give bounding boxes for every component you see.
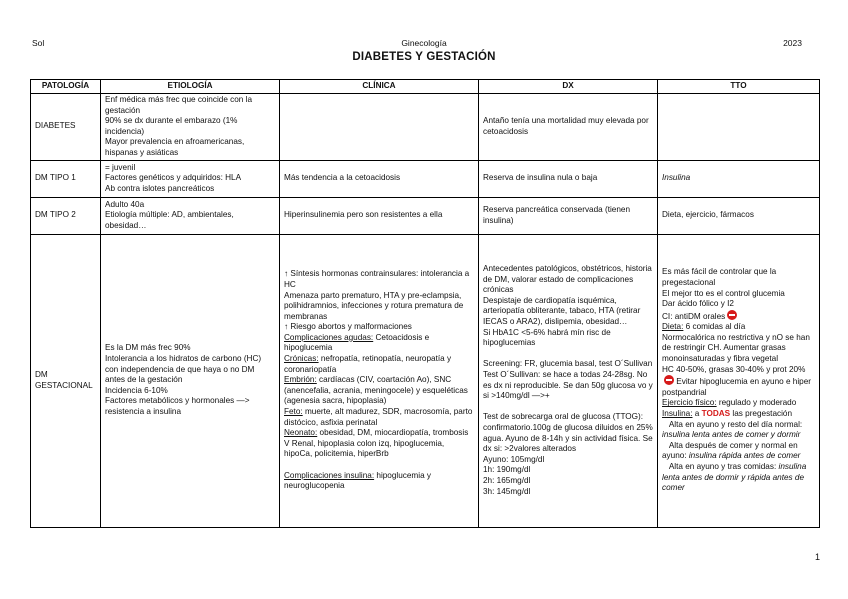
cell-pat: DIABETES xyxy=(31,94,101,161)
etio-line: Mayor prevalencia en afroamericanas, hispanas y asiáticas xyxy=(105,137,245,157)
cell-clinica xyxy=(280,94,479,161)
header-author: Sol xyxy=(32,38,45,48)
header-year: 2023 xyxy=(783,38,802,48)
clinica-line xyxy=(284,354,474,375)
tto-line xyxy=(662,462,815,494)
clinica-line xyxy=(284,375,474,407)
cell-dx xyxy=(479,234,658,527)
clinica-line xyxy=(284,407,474,428)
table-row-dm2 xyxy=(31,197,820,234)
dx-line: Test de sobrecarga oral de glucosa (TTOG): confirmatorio.100g de glucosa diluidos en 25% agua. Ayuno de 8-14h y sin actividad física. Se dx si: >2valores alterados xyxy=(483,412,653,454)
clinica-line xyxy=(284,333,474,354)
clinica-text: nefropatía, retinopatía, neuropatía y coronariopatía xyxy=(284,354,452,374)
tto-text: a xyxy=(692,409,702,419)
cell-pat: DM TIPO 1 xyxy=(31,160,101,197)
clinica-line: ↑ Riesgo abortos y malformaciones xyxy=(284,322,412,332)
cell-tto xyxy=(658,94,820,161)
clinica-label: Neonato: xyxy=(284,428,318,438)
col-header-dx: DX xyxy=(479,80,658,94)
col-header-etiologia: ETIOLOGÍA xyxy=(101,80,280,94)
tto-line: Normocalórica no restrictiva y nO se han de restringir CH. Aumentar grasas monoinsaturadas y fibra vegetal xyxy=(662,332,810,364)
tto-line xyxy=(662,375,815,398)
cell-pat: DM TIPO 2 xyxy=(31,197,101,234)
cell-etio xyxy=(101,160,280,197)
col-header-tto: TTO xyxy=(658,80,820,94)
etio-line: Etiología múltiple: AD, ambientales, obesidad… xyxy=(105,210,234,230)
etio-line: = juvenil xyxy=(105,162,136,172)
etio-line: Incidencia 6-10% xyxy=(105,385,168,395)
page-title: DIABETES Y GESTACIÓN xyxy=(352,51,496,63)
dx-line: Despistaje de cardiopatía isquémica, arteriopatía obliterante, tabaco, HTA (retirar IECAS o ARA2), dislipemia, obesidad… xyxy=(483,295,641,326)
tto-label: Insulina: xyxy=(662,409,693,419)
tto-line xyxy=(662,409,815,420)
clinica-label: Embrión: xyxy=(284,375,317,385)
cell-dx: Reserva pancreática conservada (tienen insulina) xyxy=(479,197,658,234)
tto-line xyxy=(662,310,815,323)
cell-clinica xyxy=(280,234,479,527)
tto-text: regulado y moderado xyxy=(716,398,797,408)
no-entry-icon xyxy=(664,375,674,385)
cell-tto xyxy=(658,234,820,527)
clinica-text: hipoglucemia y neuroglucopenia xyxy=(284,470,431,491)
clinica-text: obesidad, DM, miocardiopatía, trombosis V Renal, hipoplasia colon izq, hipoglucemia, hipoCa, policitemia, hiperBrb xyxy=(284,428,469,459)
no-entry-icon xyxy=(727,310,737,320)
tto-italic: insulina lenta antes de dormir y rápida antes de comer xyxy=(662,462,809,493)
cell-pat: DM GESTACIONAL xyxy=(31,234,101,527)
etio-line: 90% se dx durante el embarazo (1% incidencia) xyxy=(105,116,238,136)
tto-line: Dar ácido fólico y I2 xyxy=(662,299,734,309)
diabetes-table xyxy=(30,79,820,528)
cell-etio xyxy=(101,234,280,527)
clinica-label: Complicaciones insulina: xyxy=(284,470,375,480)
cell-dx: Reserva de insulina nula o baja xyxy=(479,160,658,197)
dx-value: 3h: 145mg/dl xyxy=(483,486,531,496)
tto-italic: insulina lenta antes de comer y dormir xyxy=(662,430,801,440)
etio-line: Es la DM más frec 90% xyxy=(105,343,191,353)
clinica-text: muerte, alt madurez, SDR, macrosomía, parto distócico, asfixia perinatal xyxy=(284,407,473,427)
etio-line: Ab contra islotes pancreáticos xyxy=(105,183,215,193)
header-subject: Ginecología xyxy=(401,38,447,48)
page-number: 1 xyxy=(814,552,820,562)
tto-line: HC 40-50%, grasas 30-40% y prot 20% xyxy=(662,364,806,374)
col-header-patologia: PATOLOGÍA xyxy=(31,80,101,94)
cell-etio xyxy=(101,197,280,234)
cell-clinica: Más tendencia a la cetoacidosis xyxy=(280,160,479,197)
table-row-diabetes xyxy=(31,94,820,161)
table-row-dm-gestacional xyxy=(31,234,820,527)
col-header-clinica: CLÍNICA xyxy=(280,80,479,94)
tto-text: CI: antiDM orales xyxy=(662,311,726,321)
dx-value: 2h: 165mg/dl xyxy=(483,475,531,485)
table-row-dm1 xyxy=(31,160,820,197)
clinica-text: Cetoacidosis e hipoglucemia xyxy=(284,332,430,353)
cell-clinica: Hiperinsulinemia pero son resistentes a ella xyxy=(280,197,479,234)
tto-text: Evitar hipoglucemia en ayuno e hiper postpandrial xyxy=(662,377,811,397)
etio-line: Intolerancia a los hidratos de carbono (HC) con independencia de que haya o no DM antes de la gestación xyxy=(105,354,262,385)
clinica-line: ↑ Síntesis hormonas contrainsulares: intolerancia a HC xyxy=(284,269,470,289)
tto-text: Alta en ayuno y tras comidas: xyxy=(662,462,779,472)
cell-etio xyxy=(101,94,280,161)
clinica-line xyxy=(284,428,474,460)
dx-line: Test O´Sullivan: se hace a todas 24-28sg. No es dx ni reproducible. Se dan 50g glucosa vo y si >140mg/dl —>+ xyxy=(483,369,653,401)
etio-line: Enf médica más frec que coincide con la gestación xyxy=(105,95,252,115)
dx-value: 1h: 190mg/dl xyxy=(483,465,531,475)
dx-value: Ayuno: 105mg/dl xyxy=(483,454,545,464)
tto-line: El mejor tto es el control glucemia xyxy=(662,288,785,298)
tto-text: Alta en ayuno y resto del día normal: xyxy=(662,419,805,429)
tto-highlight: TODAS xyxy=(701,409,731,419)
cell-tto: Insulina xyxy=(658,160,820,197)
clinica-label: Complicaciones agudas: xyxy=(284,332,374,342)
table-header-row xyxy=(31,80,820,94)
cell-dx: Antaño tenía una mortalidad muy elevada por cetoacidosis xyxy=(479,94,658,161)
tto-text: 6 comidas al día xyxy=(683,322,746,332)
clinica-line: Amenaza parto prematuro, HTA y pre-eclampsia, polihidramnios, infecciones y rotura prematura de membranas xyxy=(284,290,464,321)
tto-line xyxy=(662,322,815,333)
clinica-label: Crónicas: xyxy=(284,354,319,364)
clinica-text: cardíacas (CIV, coartación Ao), SNC (anencefalia, acrania, meningocele) y esqueléticas (agenesia sacra, hipoplasia) xyxy=(284,375,468,406)
tto-text: Alta después de comer y normal en ayuno: xyxy=(662,440,800,461)
tto-label: Dieta: xyxy=(662,322,684,332)
tto-line xyxy=(662,420,815,441)
clinica-line xyxy=(284,471,474,492)
tto-label: Ejercicio físico: xyxy=(662,398,717,408)
dx-line: Si HbA1C <5-6% habrá mín risc de hipoglucemias xyxy=(483,327,611,348)
cell-tto: Dieta, ejercicio, fármacos xyxy=(658,197,820,234)
tto-text: las pregestación xyxy=(730,409,793,419)
tto-line: Es más fácil de controlar que la pregestacional xyxy=(662,267,777,287)
etio-line: Adulto 40a xyxy=(105,199,145,209)
etio-line: Factores metabólicos y hormonales —> resistencia a insulina xyxy=(105,396,250,417)
etio-line: Factores genéticos y adquiridos: HLA xyxy=(105,173,242,183)
tto-italic: insulina rápida antes de comer xyxy=(688,451,801,461)
dx-line: Antecedentes patológicos, obstétricos, historia de DM, valorar estado de complicaciones crónicas xyxy=(483,264,652,295)
tto-line xyxy=(662,398,815,409)
clinica-label: Feto: xyxy=(284,407,303,417)
dx-line: Screening: FR, glucemia basal, test O´Sullivan xyxy=(483,359,653,369)
tto-line xyxy=(662,441,815,462)
